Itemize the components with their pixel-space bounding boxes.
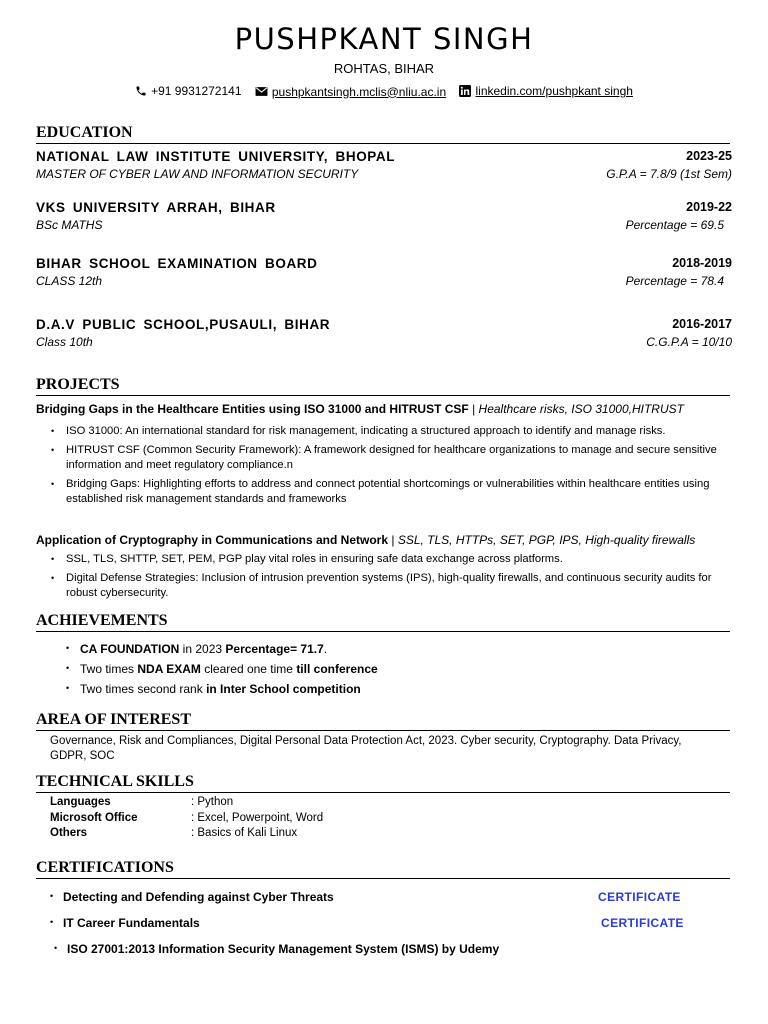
certification-name: Detecting and Defending against Cyber Threats <box>63 890 334 904</box>
achievements-list <box>66 642 378 702</box>
email-contact[interactable] <box>255 85 446 99</box>
achievement-bold: Percentage= 71.7 <box>225 642 324 656</box>
projects-heading: PROJECTS <box>36 376 730 396</box>
achievement-text: . <box>323 642 328 656</box>
education-year: 2023-25 <box>686 149 732 163</box>
achievement-bold: NDA EXAM <box>137 662 201 676</box>
skill-key: Others <box>50 827 88 839</box>
project-bullets <box>48 424 728 511</box>
linkedin-link[interactable]: linkedin.com/pushpkant singh <box>475 84 633 98</box>
achievements-heading: ACHIEVEMENTS <box>36 612 730 632</box>
project-tags: SSL, TLS, HTTPs, SET, PGP, IPS, High-quality firewalls <box>397 533 696 547</box>
project-title: Bridging Gaps in the Healthcare Entities using ISO 31000 and HITRUST CSF | Healthcare risks, ISO 31000,HITRUST <box>36 402 684 416</box>
certificate-link[interactable]: CERTIFICATE <box>598 890 681 904</box>
education-detail <box>36 274 732 288</box>
achievement-text: cleared one time <box>200 662 297 676</box>
achievement-bold: FOUNDATION <box>100 642 180 656</box>
institution-name: VKS UNIVERSITY ARRAH, BIHAR <box>36 200 276 215</box>
achievement-text: in 2023 <box>179 642 226 656</box>
education-year: 2019-22 <box>686 200 732 214</box>
interest-text: Governance, Risk and Compliances, Digital Personal Data Protection Act, 2023. Cyber security, Cryptography. Data Privacy, GDPR, SOC <box>50 735 682 762</box>
project-title: Application of Cryptography in Communications and Network | SSL, TLS, HTTPs, SET, PGP, IPS, High-quality firewalls <box>36 533 696 547</box>
education-score: Percentage = 78.4 <box>625 274 724 288</box>
education-detail <box>36 167 732 181</box>
education-detail <box>36 335 732 349</box>
institution-name: D.A.V PUBLIC SCHOOL,PUSAULI, BIHAR <box>36 317 331 332</box>
linkedin-contact[interactable] <box>459 84 632 98</box>
education-score: Percentage = 69.5 <box>625 218 724 232</box>
degree-name: Class 10th <box>36 335 93 349</box>
education-year: 2018-2019 <box>672 256 732 270</box>
skill-value: : Python <box>191 796 234 808</box>
education-score: G.P.A = 7.8/9 (1st Sem) <box>606 167 732 181</box>
list-item: • HITRUST CSF (Common Security Framework): A framework designed for healthcare organizations to manage and secure sensitive information and meet regulatory compliance.n <box>48 443 728 474</box>
institution-name: BIHAR SCHOOL EXAMINATION BOARD <box>36 256 318 271</box>
list-item <box>66 682 378 702</box>
skills-heading: TECHNICAL SKILLS <box>36 773 730 793</box>
education-item <box>36 317 732 332</box>
achievement-text: Two times <box>80 662 138 676</box>
linkedin-icon <box>459 85 471 97</box>
achievement-text: CA <box>80 642 101 656</box>
education-item <box>36 256 732 271</box>
location: ROHTAS, BIHAR <box>333 61 435 76</box>
achievement-text: Two times second rank <box>80 682 207 696</box>
contact-row <box>0 84 768 100</box>
list-item: • Bridging Gaps: Highlighting efforts to address and connect potential shortcomings or vulnerabilities within healthcare entities using established risk management standards and frameworks <box>48 477 728 508</box>
skill-value: : Excel, Powerpoint, Word <box>191 811 324 824</box>
education-item <box>36 200 732 215</box>
degree-name: BSc MATHS <box>36 218 103 232</box>
certification-item <box>54 942 499 956</box>
list-item <box>66 662 378 682</box>
certification-item <box>50 890 334 904</box>
certification-item <box>50 916 200 930</box>
education-item <box>36 149 732 164</box>
skill-key: Languages <box>50 796 111 808</box>
education-detail <box>36 218 732 232</box>
certification-name: IT Career Fundamentals <box>63 916 200 930</box>
certification-name: ISO 27001:2013 Information Security Management System (ISMS) by Udemy <box>67 942 500 956</box>
skill-key: Microsoft Office <box>50 811 138 824</box>
achievement-bold: till conference <box>296 662 378 676</box>
project-bullets <box>48 552 728 605</box>
education-score: C.G.P.A = 10/10 <box>646 335 732 349</box>
skill-row <box>50 827 323 843</box>
phone-contact[interactable] <box>135 84 241 98</box>
degree-name: CLASS 12th <box>36 274 103 288</box>
education-year: 2016-2017 <box>672 317 732 331</box>
envelope-icon <box>255 86 268 97</box>
certifications-heading: CERTIFICATIONS <box>36 859 730 879</box>
education-heading: EDUCATION <box>36 124 730 144</box>
skill-value: : Basics of Kali Linux <box>191 827 298 839</box>
degree-name: MASTER OF CYBER LAW AND INFORMATION SECURITY <box>36 167 359 181</box>
project-tags: Healthcare risks, ISO 31000,HITRUST <box>478 402 684 416</box>
project-name: Application of Cryptography in Communications and Network <box>36 533 389 547</box>
achievement-bold: in Inter School competition <box>206 682 361 696</box>
phone-number: +91 9931272141 <box>151 84 242 98</box>
list-item <box>66 642 378 662</box>
list-item: • SSL, TLS, SHTTP, SET, PEM, PGP play vital roles in ensuring safe data exchange across platforms. <box>48 552 728 568</box>
list-item: • Digital Defense Strategies: Inclusion of intrusion prevention systems (IPS), high-quality firewalls, and continuous security audits for robust cybersecurity. <box>48 571 728 602</box>
project-name: Bridging Gaps in the Healthcare Entities using ISO 31000 and HITRUST CSF <box>36 402 469 416</box>
phone-icon <box>135 85 147 97</box>
interest-heading: AREA OF INTEREST <box>36 711 730 731</box>
skills-table <box>50 796 323 843</box>
skill-row <box>50 812 323 828</box>
institution-name: NATIONAL LAW INSTITUTE UNIVERSITY, BHOPAL <box>36 149 396 164</box>
certificate-link[interactable]: CERTIFICATE <box>601 916 684 930</box>
resume-name: PUSHPKANT SINGH <box>234 22 534 56</box>
list-item: • ISO 31000: An international standard for risk management, indicating a structured approach to identify and manage risks. <box>48 424 728 440</box>
skill-row <box>50 796 323 812</box>
email-link[interactable]: pushpkantsingh.mclis@nliu.ac.in <box>271 84 447 99</box>
